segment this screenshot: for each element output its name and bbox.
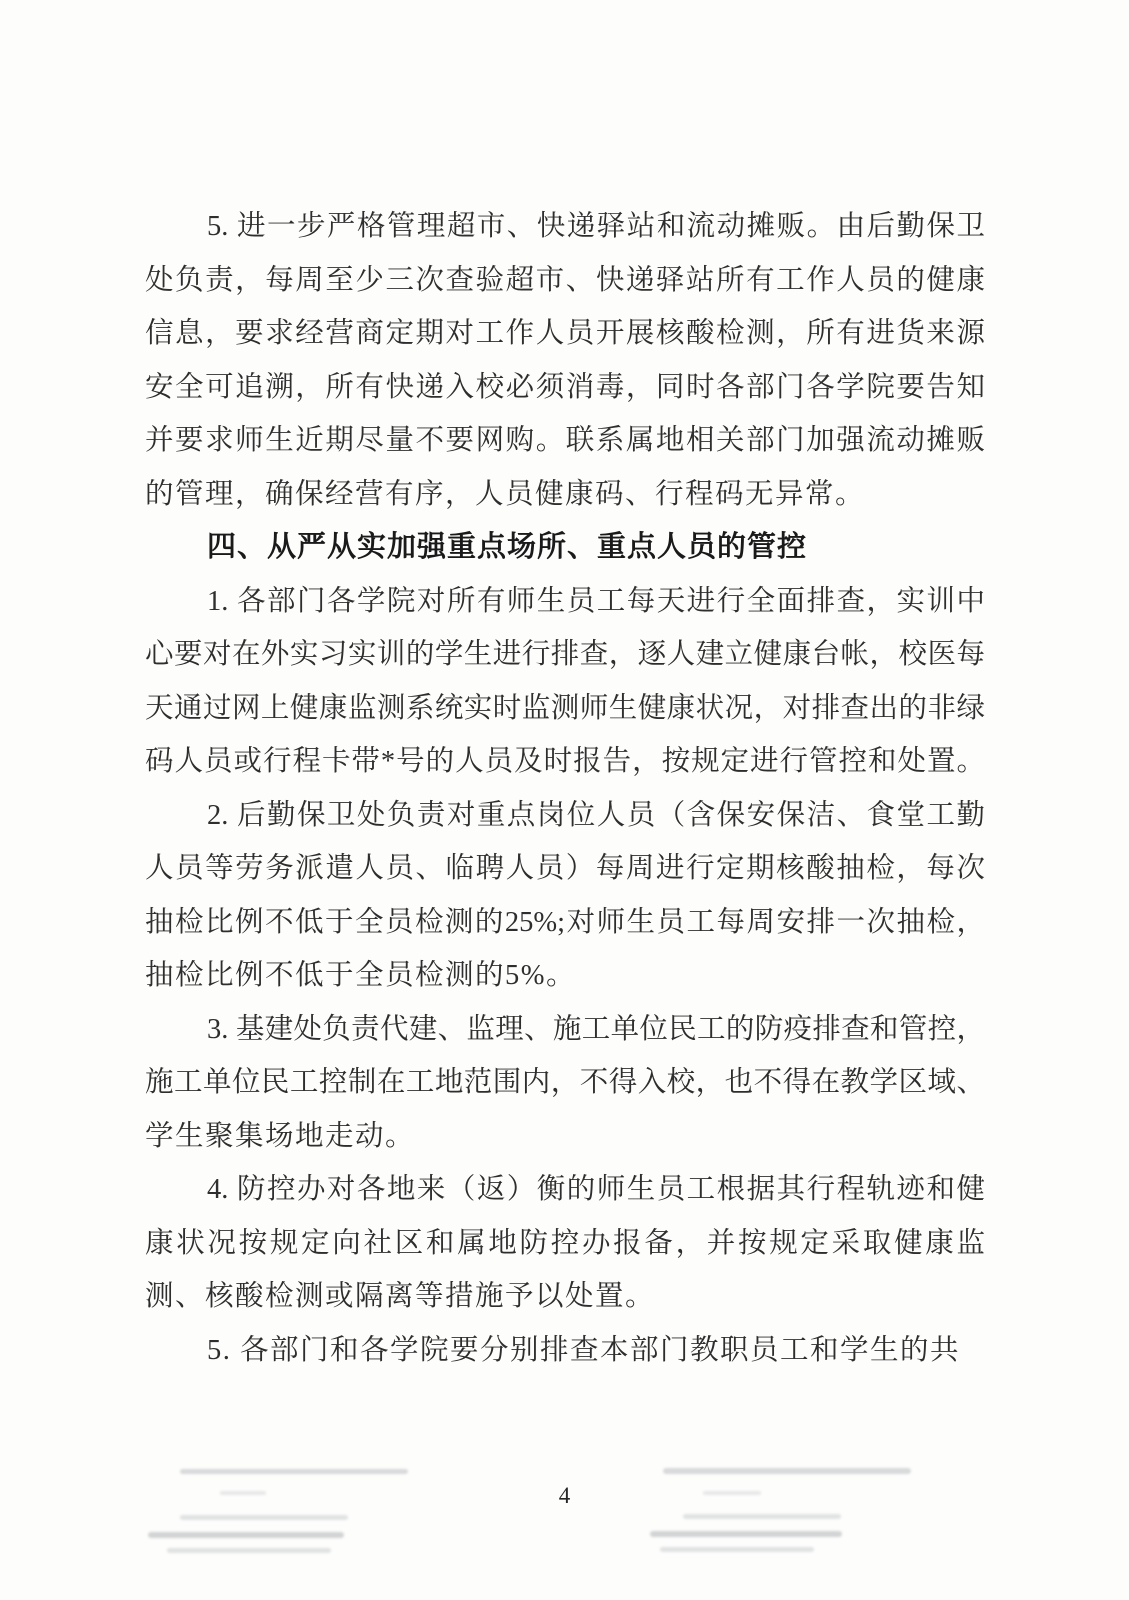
heading-section-four bbox=[145, 521, 985, 575]
scan-bleedthrough-mark bbox=[180, 1469, 408, 1474]
text-line: 处负责，每周至少三次查验超市、快递驿站所有工作人员的健康 bbox=[145, 264, 985, 296]
scan-bleedthrough-mark bbox=[660, 1547, 814, 1552]
text-line: 的管理，确保经营有序，人员健康码、行程码无异常。 bbox=[145, 478, 866, 510]
text-line: 并要求师生近期尽量不要网购。联系属地相关部门加强流动摊贩 bbox=[145, 425, 985, 456]
scan-bleedthrough-mark bbox=[683, 1514, 841, 1519]
text-line: 人员等劳务派遣人员、临聘人员）每周进行定期核酸抽检，每次 bbox=[145, 853, 985, 884]
text-line: 码人员或行程卡带*号的人员及时报告，按规定进行管控和处置。 bbox=[145, 746, 985, 777]
scan-bleedthrough-mark bbox=[167, 1548, 331, 1553]
para-supermarket-courier-management bbox=[145, 200, 985, 521]
text-line: 心要对在外实习实训的学生进行排查，逐人建立健康台帐，校医每 bbox=[145, 639, 985, 670]
para-construction-workers-control bbox=[145, 1003, 985, 1164]
para-daily-screening bbox=[145, 575, 985, 789]
para-key-post-nucleic-testing bbox=[145, 789, 985, 1003]
scan-bleedthrough-mark bbox=[663, 1468, 911, 1474]
text-line: 四、从严从实加强重点场所、重点人员的管控 bbox=[207, 531, 808, 563]
text-line: 安全可追溯，所有快递入校必须消毒，同时各部门各学院要告知 bbox=[145, 371, 985, 403]
text-line: 4. 防控办对各地来（返）衡的师生员工根据其行程轨迹和健 bbox=[207, 1174, 985, 1205]
text-line: 天通过网上健康监测系统实时监测师生健康状况，对排查出的非绿 bbox=[145, 692, 985, 724]
text-line: 抽检比例不低于全员检测的25%;对师生员工每周安排一次抽检， bbox=[145, 906, 985, 938]
text-line: 测、核酸检测或隔离等措施予以处置。 bbox=[145, 1281, 656, 1312]
text-line: 5. 各部门和各学院要分别排查本部门教职员工和学生的共 bbox=[207, 1334, 961, 1366]
scan-bleedthrough-mark bbox=[650, 1531, 842, 1537]
text-line: 施工单位民工控制在工地范围内，不得入校，也不得在教学区域、 bbox=[145, 1067, 985, 1098]
text-line: 康状况按规定向社区和属地防控办报备，并按规定采取健康监 bbox=[145, 1227, 985, 1259]
text-line: 1. 各部门各学院对所有师生员工每天进行全面排查，实训中 bbox=[207, 585, 985, 617]
para-arrival-reporting bbox=[145, 1163, 985, 1324]
text-line: 2. 后勤保卫处负责对重点岗位人员（含保安保洁、食堂工勤 bbox=[207, 799, 985, 831]
document-body bbox=[145, 200, 985, 1377]
page-number: 4 bbox=[558, 1483, 571, 1508]
scan-bleedthrough-mark bbox=[180, 1515, 348, 1520]
text-line: 信息，要求经营商定期对工作人员开展核酸检测，所有进货来源 bbox=[145, 318, 985, 349]
text-line: 5. 进一步严格管理超市、快递驿站和流动摊贩。由后勤保卫 bbox=[207, 211, 985, 242]
text-line: 学生聚集场地走动。 bbox=[145, 1120, 416, 1152]
para-cohabitant-screening bbox=[145, 1324, 985, 1378]
text-line: 3. 基建处负责代建、监理、施工单位民工的防疫排查和管控， bbox=[207, 1013, 985, 1045]
text-line: 抽检比例不低于全员检测的5%。 bbox=[145, 960, 576, 991]
scan-bleedthrough-mark bbox=[148, 1532, 344, 1538]
